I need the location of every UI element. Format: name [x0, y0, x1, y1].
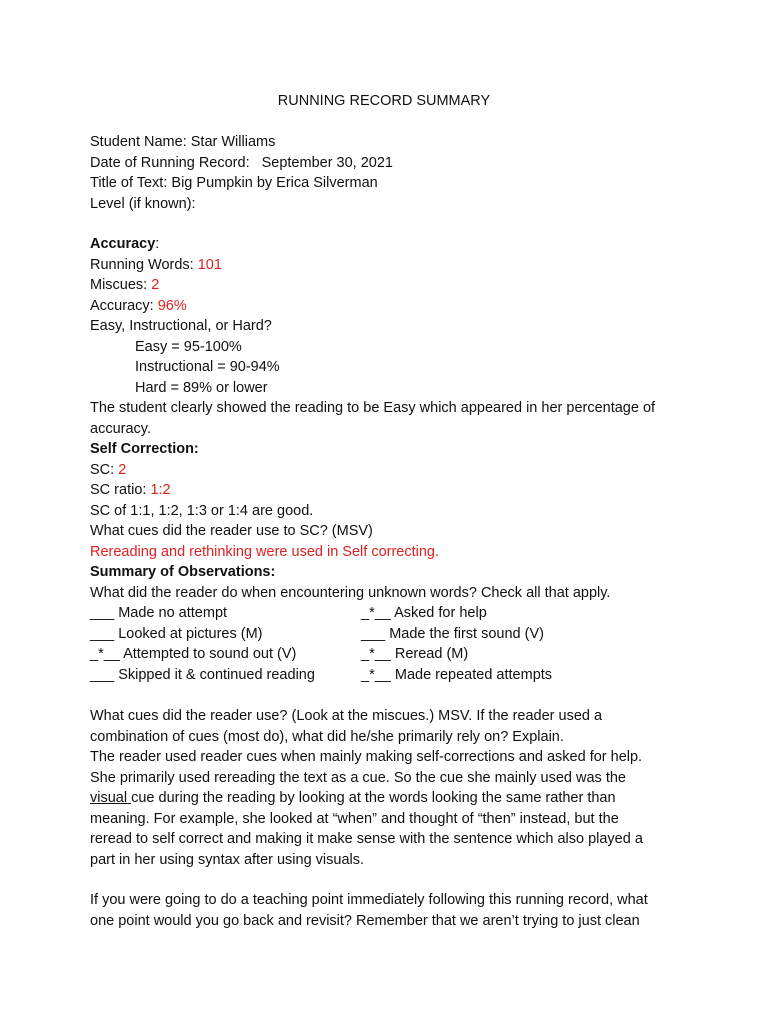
running-words-value: 101 [197, 256, 222, 273]
running-words-line [90, 255, 690, 276]
checklist-row [90, 644, 690, 665]
accuracy-heading-colon: : [155, 236, 160, 252]
cues-answer-line-3 [90, 788, 690, 809]
level-line: Level (if known): [90, 195, 196, 212]
checklist-item: _*__ Attempted to sound out (V) [90, 646, 297, 662]
student-name-value: Star Williams [190, 134, 276, 150]
checklist-row [90, 665, 690, 686]
observations-heading: Summary of Observations: [90, 564, 276, 580]
accuracy-heading-line [90, 234, 690, 255]
student-info [90, 132, 690, 214]
running-words-label: Running Words: [90, 256, 198, 273]
date-value: September 30, 2021 [261, 154, 393, 171]
teaching-line-1: If you were going to do a teaching point immediately following this running record, what [90, 892, 648, 908]
checklist-item: _*__ Asked for help [361, 605, 487, 621]
teaching-point-section [90, 890, 690, 931]
sc-label: SC: [90, 461, 119, 478]
observations-question: What did the reader do when encountering unknown words? Check all that apply. [90, 584, 611, 601]
self-correction-section [90, 439, 690, 562]
miscues-line [90, 275, 690, 296]
visual-underlined: visual [90, 790, 132, 806]
accuracy-label: Accuracy: [90, 297, 158, 314]
sc-line [90, 460, 690, 481]
sc-cues-question: What cues did the reader use to SC? (MSV) [90, 523, 373, 539]
miscues-value: 2 [151, 277, 160, 293]
text-title-value: Big Pumpkin by Erica Silverman [171, 175, 378, 191]
checklist-item: ___ Made the first sound (V) [361, 625, 544, 642]
accuracy-section [90, 234, 690, 439]
checklist-row [90, 603, 690, 624]
checklist-item: ___ Skipped it & continued reading [90, 666, 315, 683]
sc-ratio-label: SC ratio: [90, 482, 151, 498]
self-correction-heading: Self Correction: [90, 441, 199, 457]
text-title-line [90, 173, 690, 194]
cues-answer-line-2: She primarily used rereading the text as a cue. So the cue she mainly used was the [90, 769, 626, 786]
sc-ratio-value: 1:2 [150, 482, 171, 498]
cues-answer-line-4: meaning. For example, she looked at “when” and thought of “then” instead, but the [90, 810, 619, 827]
sc-value: 2 [118, 461, 127, 478]
text-title-label: Title of Text: [90, 175, 172, 191]
easy-range: Easy = 95-100% [135, 338, 242, 355]
checklist-item: ___ Looked at pictures (M) [90, 625, 263, 642]
cues-answer-line-3-rest: cue during the reading by looking at the words looking the same rather than [131, 790, 616, 806]
difficulty-answer-line-2: accuracy. [90, 420, 151, 437]
date-label: Date of Running Record: [90, 154, 250, 171]
cues-section [90, 706, 690, 870]
checklist-row [90, 624, 690, 645]
accuracy-line [90, 296, 690, 317]
checklist-item: ___ Made no attempt [90, 605, 228, 621]
sc-note: SC of 1:1, 1:2, 1:3 or 1:4 are good. [90, 502, 314, 519]
sc-cues-answer: Rereading and rethinking were used in Self correcting. [90, 543, 440, 560]
cues-answer-line-5: reread to self correct and making it make sense with the sentence which also played a [90, 831, 643, 847]
cues-answer-line-1: The reader used reader cues when mainly making self-corrections and asked for help. [90, 749, 643, 765]
document-title: RUNNING RECORD SUMMARY [277, 93, 491, 109]
teaching-line-2: one point would you go back and revisit? Remember that we aren’t trying to just clean [90, 912, 640, 929]
student-name-line [90, 132, 690, 153]
checklist-item: _*__ Made repeated attempts [361, 666, 553, 683]
observations-section [90, 562, 690, 685]
checklist-item: _*__ Reread (M) [361, 646, 469, 662]
accuracy-heading: Accuracy [90, 236, 156, 252]
date-line [90, 153, 690, 174]
hard-range: Hard = 89% or lower [135, 379, 268, 396]
difficulty-answer-line-1: The student clearly showed the reading to be Easy which appeared in her percentage of [90, 400, 656, 416]
cues-answer-line-6: part in her using syntax after using visuals. [90, 851, 365, 868]
miscues-label: Miscues: [90, 277, 152, 293]
cues-question-line-2: combination of cues (most do), what did he/she primarily rely on? Explain. [90, 728, 564, 745]
accuracy-value: 96% [157, 297, 187, 314]
instructional-range: Instructional = 90-94% [135, 359, 280, 375]
student-name-label: Student Name: [90, 134, 191, 150]
difficulty-question: Easy, Instructional, or Hard? [90, 318, 272, 334]
cues-question-line-1: What cues did the reader use? (Look at the miscues.) MSV. If the reader used a [90, 708, 603, 724]
sc-ratio-line [90, 480, 690, 501]
